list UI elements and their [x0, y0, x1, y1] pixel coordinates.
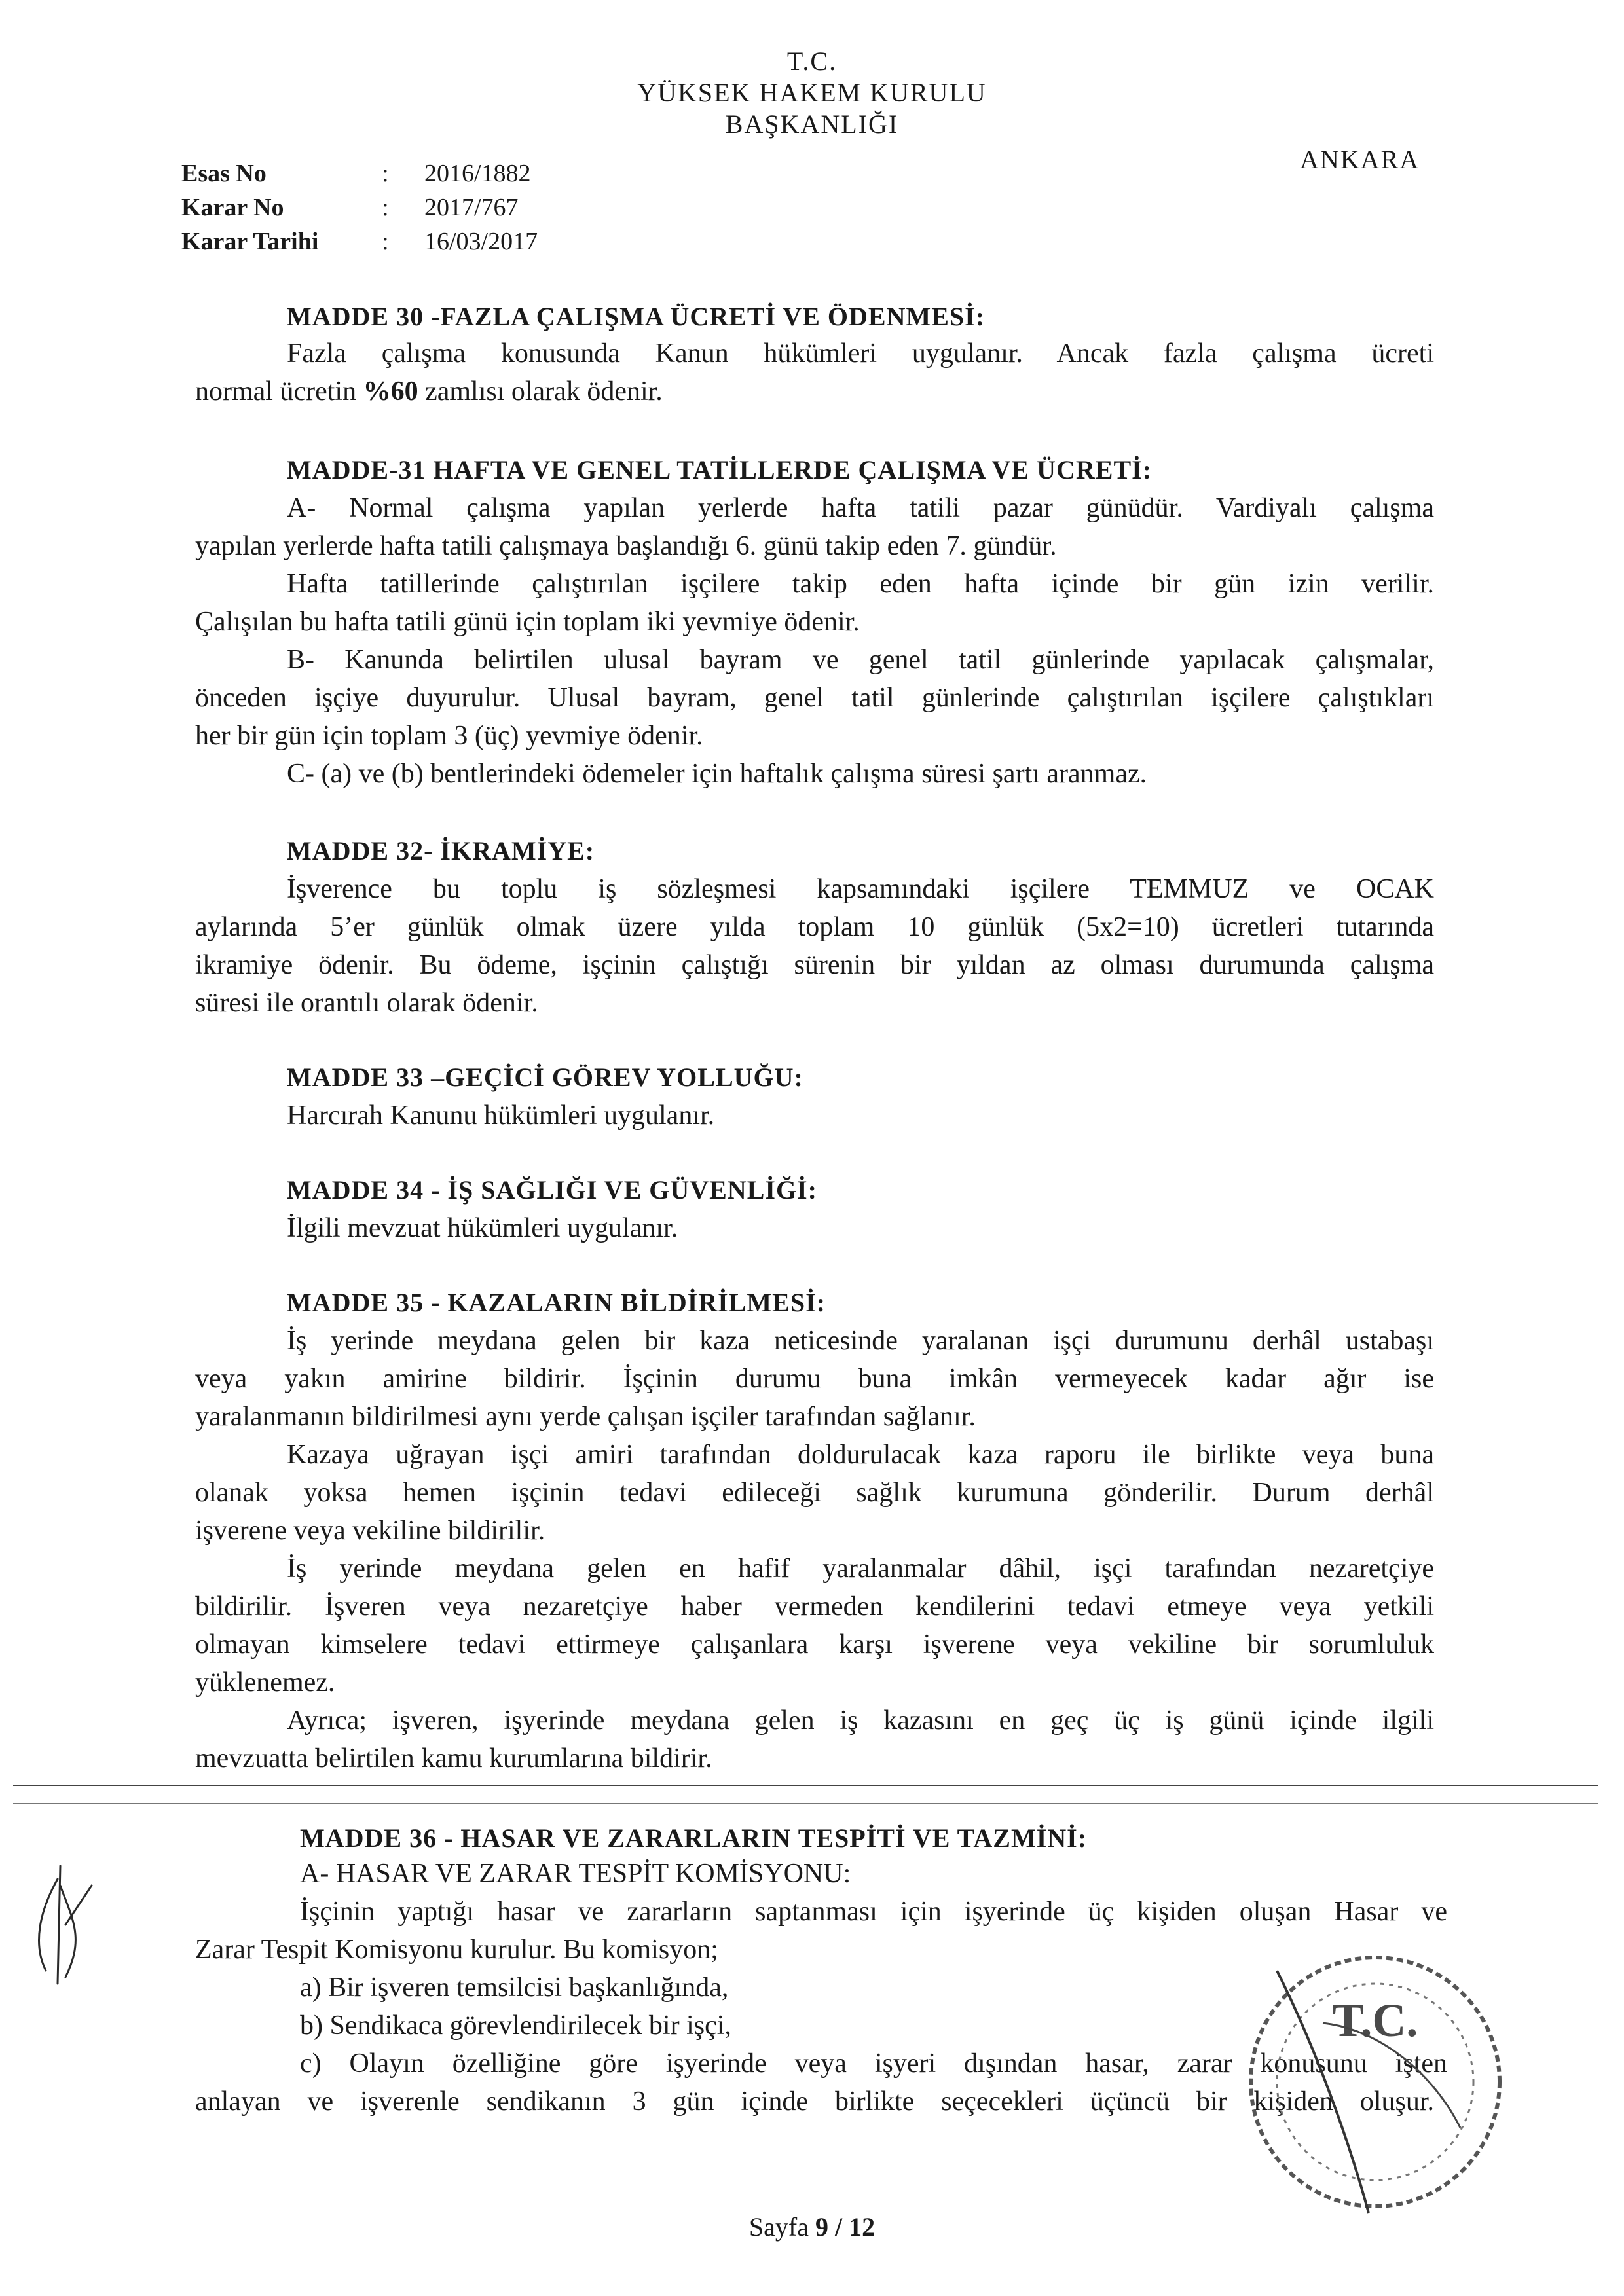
text: normal ücretin: [195, 376, 363, 407]
article-36-line: Zarar Tespit Komisyonu kurulur. Bu komisyon;: [195, 1935, 718, 1965]
article-30-line: [195, 373, 663, 410]
article-34-heading: MADDE 34 - İŞ SAĞLIĞI VE GÜVENLİĞİ:: [287, 1175, 817, 1205]
page-number: [0, 2212, 1624, 2243]
article-32-line: süresi ile orantılı olarak ödenir.: [195, 988, 538, 1018]
article-35-line: mevzuatta belirtilen kamu kurumlarına bildirir.: [195, 1743, 712, 1774]
official-stamp: [1238, 1944, 1513, 2219]
colon: :: [382, 194, 389, 221]
case-no-value: 2016/1882: [424, 160, 531, 187]
decision-date-label: Karar Tarihi: [181, 228, 319, 255]
colon: :: [382, 228, 389, 255]
article-33-line: Harcırah Kanunu hükümleri uygulanır.: [287, 1101, 715, 1131]
article-36-item-b: b) Sendikaca görevlendirilecek bir işçi,: [300, 2011, 731, 2041]
article-34-line: İlgili mevzuat hükümleri uygulanır.: [287, 1213, 678, 1243]
article-35-line: yüklenemez.: [195, 1667, 335, 1698]
page-total: 12: [849, 2212, 876, 2242]
article-35-line: İş yerinde meydana gelen en hafif yaralanmalar dâhil, işçi tarafından nezaretçiye: [287, 1554, 1434, 1584]
article-31-line: Çalışılan bu hafta tatili günü için toplam iki yevmiye ödenir.: [195, 607, 860, 637]
header-city: ANKARA: [1300, 145, 1420, 174]
article-35-line: olanak yoksa hemen işçinin tedavi edileceği sağlık kurumuna gönderilir. Durum derhâl: [195, 1478, 1434, 1508]
signature-initials: [26, 1859, 98, 1990]
article-35-line: İş yerinde meydana gelen bir kaza neticesinde yaralanan işçi durumunu derhâl ustabaşı: [287, 1326, 1434, 1356]
case-no-label: Esas No: [181, 160, 267, 187]
article-36-item-c-cont: anlayan ve işverenle sendikanın 3 gün içinde birlikte seçecekleri üçüncü bir kişiden oluşur.: [195, 2086, 1434, 2117]
article-31-line: önceden işçiye duyurulur. Ulusal bayram, genel tatil günlerinde çalıştırılan işçilere çalıştıkları: [195, 683, 1434, 713]
article-31-line: Hafta tatillerinde çalıştırılan işçilere takip eden hafta içinde bir gün izin verilir.: [287, 569, 1434, 599]
article-35-line: Ayrıca; işveren, işyerinde meydana gelen iş kazasını en geç üç iş günü içinde ilgili: [287, 1705, 1434, 1736]
article-31-line: A- Normal çalışma yapılan yerlerde hafta tatili pazar günüdür. Vardiyalı çalışma: [287, 493, 1434, 523]
article-36-item-a: a) Bir işveren temsilcisi başkanlığında,: [300, 1973, 729, 2003]
text: zamlısı olarak ödenir.: [418, 376, 663, 407]
article-32-line: İşverence bu toplu iş sözleşmesi kapsamındaki işçilere TEMMUZ ve OCAK: [287, 874, 1434, 904]
separator-line: [13, 1785, 1598, 1786]
article-35-line: işverene veya vekiline bildirilir.: [195, 1516, 545, 1546]
stamp-text: T.C.: [1332, 1994, 1418, 2047]
article-31-line: yapılan yerlerde hafta tatili çalışmaya başlandığı 6. günü takip eden 7. gündür.: [195, 531, 1057, 561]
article-30-line: Fazla çalışma konusunda Kanun hükümleri uygulanır. Ancak fazla çalışma ücreti: [287, 338, 1434, 369]
article-36-item-c: c) Olayın özelliğine göre işyerinde veya işyeri dışından hasar, zarar konusunu işten: [300, 2049, 1447, 2079]
article-31-heading: MADDE-31 HAFTA VE GENEL TATİLLERDE ÇALIŞMA VE ÜCRETİ:: [287, 455, 1153, 484]
article-31-line: her bir gün için toplam 3 (üç) yevmiye ödenir.: [195, 721, 703, 751]
page-separator: /: [828, 2212, 849, 2242]
article-35-line: veya yakın amirine bildirir. İşçinin durumu buna imkân vermeyecek kadar ağır ise: [195, 1364, 1434, 1394]
article-32-line: aylarında 5’er günlük olmak üzere yılda toplam 10 günlük (5x2=10) ücretleri tutarında: [195, 912, 1434, 942]
article-35-line: Kazaya uğrayan işçi amiri tarafından doldurulacak kaza raporu ile birlikte veya buna: [287, 1440, 1434, 1470]
article-31-line: C- (a) ve (b) bentlerindeki ödemeler için haftalık çalışma süresi şartı aranmaz.: [287, 759, 1147, 789]
decision-no-value: 2017/767: [424, 194, 519, 221]
header-country: T.C.: [786, 46, 838, 76]
article-35-line: bildirilir. İşveren veya nezaretçiye haber vermeden kendilerini tedavi etmeye veya yetkili: [195, 1592, 1434, 1622]
percent-value: %60: [363, 376, 418, 407]
article-31-line: B- Kanunda belirtilen ulusal bayram ve genel tatil günlerinde yapılacak çalışmalar,: [287, 645, 1434, 675]
colon: :: [382, 160, 389, 187]
article-32-line: ikramiye ödenir. Bu ödeme, işçinin çalıştığı sürenin bir yıldan az olması durumunda çalışma: [195, 950, 1434, 980]
article-33-heading: MADDE 33 –GEÇİCİ GÖREV YOLLUĞU:: [287, 1063, 803, 1092]
decision-no-label: Karar No: [181, 194, 284, 221]
page-prefix: Sayfa: [748, 2212, 815, 2242]
article-36-line: İşçinin yaptığı hasar ve zararların saptanması için işyerinde üç kişiden oluşan Hasar ve: [300, 1897, 1447, 1927]
separator-line: [13, 1803, 1598, 1804]
article-35-line: yaralanmanın bildirilmesi aynı yerde çalışan işçiler tarafından sağlanır.: [195, 1402, 976, 1432]
article-36-heading: MADDE 36 - HASAR VE ZARARLARIN TESPİTİ VE TAZMİNİ:: [300, 1823, 1088, 1853]
header-institution: YÜKSEK HAKEM KURULU: [637, 78, 987, 107]
decision-date-value: 16/03/2017: [424, 228, 538, 255]
article-32-heading: MADDE 32- İKRAMİYE:: [287, 836, 595, 866]
article-35-heading: MADDE 35 - KAZALARIN BİLDİRİLMESİ:: [287, 1288, 826, 1317]
page-current: 9: [815, 2212, 828, 2242]
article-30-heading: MADDE 30 -FAZLA ÇALIŞMA ÜCRETİ VE ÖDENMESİ:: [287, 302, 986, 331]
article-35-line: olmayan kimselere tedavi ettirmeye çalışanlara karşı işverene veya vekiline bir sorumluluk: [195, 1630, 1434, 1660]
article-36-subheading: A- HASAR VE ZARAR TESPİT KOMİSYONU:: [300, 1859, 851, 1889]
header-office: BAŞKANLIĞI: [725, 109, 899, 139]
